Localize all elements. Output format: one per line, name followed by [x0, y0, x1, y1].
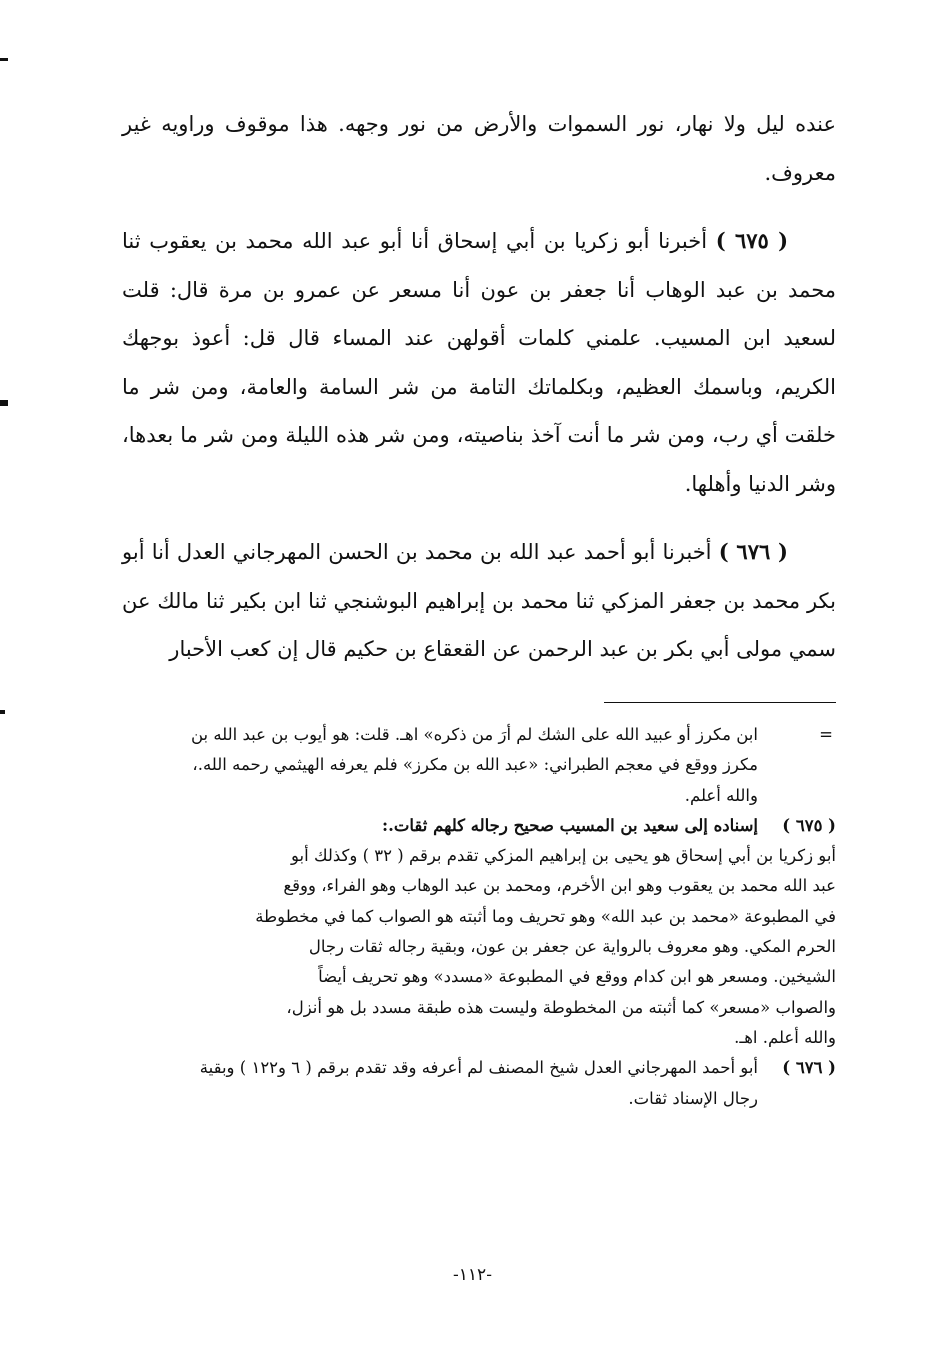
footnote-line: عبد الله محمد بن يعقوب وهو ابن الأخرم، ومحمد بن عبد الوهاب وهو الفراء، ووقع — [283, 876, 836, 896]
footnote-line: في المطبوعة «محمد بن عبد الله» وهو تحريف وما أثبته هو الصواب كما في مخطوطة — [255, 906, 836, 926]
main-text — [122, 100, 836, 694]
footnote-675 — [122, 811, 836, 841]
hadith-number: ( ٦٧٥ ) — [715, 228, 789, 253]
paragraph-text: عنده ليل ولا نهار، نور السموات والأرض من نور وجهه. هذا موقوف وراويه غير معروف. — [122, 112, 836, 185]
scan-edge-mark — [0, 400, 8, 406]
hadith-text: أخبرنا أبو أحمد عبد الله بن محمد بن الحسن المهرجاني العدل أنا أبو بكر محمد بن جعفر المزكي ثنا محمد بن إبراهيم البوشنجي ثنا ابن بكير ثنا مالك عن سمي مولى أبي بكر بن عبد الرحمن عن القعقاع بن حكيم قال إن كعب الأحبار — [122, 540, 836, 661]
hadith-676 — [122, 528, 836, 674]
footnote-675-body — [122, 841, 836, 1053]
footnote-line: أبو زكريا بن أبي إسحاق هو يحيى بن إبراهيم المزكي تقدم برقم ( ٣٢ ) وكذلك أبو — [291, 846, 836, 866]
continuation-marker: = — [819, 725, 833, 744]
footnote-heading: إسناده إلى سعيد بن المسيب صحيح رجاله كلهم ثقات.: — [382, 815, 758, 835]
scan-edge-mark — [0, 710, 5, 714]
footnote-line: مكرز ووقع في معجم الطبراني: «عبد الله بن مكرز» فلم يعرفه الهيثمي رحمه الله.، — [192, 755, 758, 775]
footnote-line: الشيخين. ومسعر هو ابن كدام ووقع في المطبوعة «مسدد» وهو تحريف أيضاً — [318, 967, 836, 987]
footnote-separator — [604, 702, 836, 703]
footnote-line: ابن مكرز أو عبيد الله على الشك لم أرَ من ذكره» اهـ. قلت: هو أيوب بن عبد الله بن — [190, 725, 758, 744]
footnote-number: ( ٦٧٦ ) — [782, 1058, 836, 1078]
hadith-675 — [122, 217, 836, 508]
footnote-676 — [122, 1053, 836, 1114]
page-number: -١١٢- — [453, 1265, 492, 1285]
hadith-text: أخبرنا أبو زكريا بن أبي إسحاق أنا أبو عبد الله محمد بن يعقوب ثنا محمد بن عبد الوهاب أنا جعفر بن عون أنا مسعر عن عمرو بن مرة قال: قلت لسعيد ابن المسيب. علمني كلمات أقولهن عند المساء قال قل: أعوذ بوجهك الكريم، وباسمك العظيم، وبكلماتك التامة من شر السامة والعامة، ومن شر ما خلقت أي رب، ومن شر ما أنت آخذ بناصيته، ومن شر هذه الليلة ومن شر ما بعدها، وشر الدنيا وأهلها. — [122, 229, 836, 496]
footnote-line: رجال الإسناد ثقات. — [628, 1088, 758, 1108]
footnote-line: والله أعلم. اهـ. — [734, 1027, 836, 1047]
footnote-line: والصواب «مسعر» كما أثبته من المخطوطة وليست هذه طبقة مسدد بل هو أنزل، — [286, 997, 836, 1017]
footnote-line: أبو أحمد المهرجاني العدل شيخ المصنف لم أعرفه وقد تقدم برقم ( ٦ و١٢٢ ) وبقية — [199, 1058, 758, 1078]
footnote-continuation — [122, 720, 836, 811]
footnote-number: ( ٦٧٥ ) — [782, 815, 836, 835]
footnote-line: الحرم المكي. وهو معروف بالرواية عن جعفر بن عون، وبقية رجاله ثقات رجال — [308, 937, 836, 957]
hadith-number: ( ٦٧٦ ) — [718, 539, 788, 564]
paragraph-continuation — [122, 100, 836, 197]
footnotes — [122, 720, 836, 1114]
scan-edge-mark — [0, 58, 8, 61]
footnote-line: والله أعلم. — [684, 785, 758, 805]
